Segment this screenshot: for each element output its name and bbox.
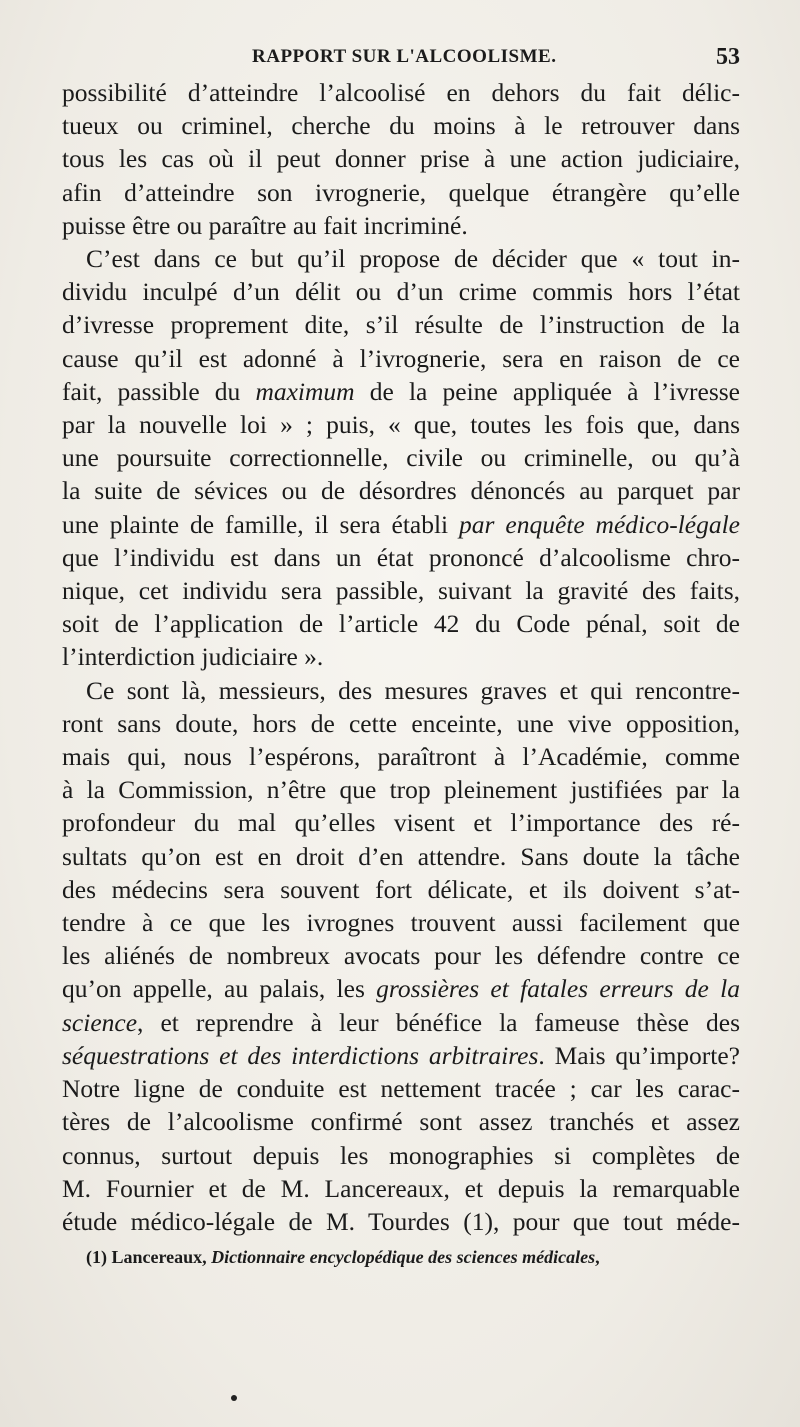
- text-line: C’est dans ce but qu’il propose de décider que « tout in-: [86, 244, 740, 274]
- running-title: RAPPORT SUR L'ALCOOLISME.: [252, 46, 557, 67]
- page-number: 53: [716, 44, 740, 70]
- text-line: cause qu’il est adonné à l’ivrognerie, sera en raison de ce: [62, 343, 740, 373]
- text-line: puisse être ou paraître au fait incriminé.: [62, 210, 468, 240]
- text-line: à la Commission, n’être que trop pleinement justifiées par la: [62, 775, 740, 805]
- text-line: une plainte de famille, il sera établi par enquête médico-légale: [62, 509, 740, 539]
- text-line: profondeur du mal qu’elles visent et l’importance des ré-: [62, 808, 740, 838]
- text-line: tères de l’alcoolisme confirmé sont assez tranchés et assez: [62, 1107, 740, 1137]
- text-line: tendre à ce que les ivrognes trouvent aussi facilement que: [62, 908, 740, 938]
- italic-text: maximum: [255, 376, 355, 406]
- text-line: que l’individu est dans un état prononcé d’alcoolisme chro-: [62, 542, 740, 572]
- text-line: séquestrations et des interdictions arbitraires. Mais qu’importe?: [62, 1040, 740, 1070]
- text-line: M. Fournier et de M. Lancereaux, et depuis la remarquable: [62, 1173, 740, 1203]
- text-line: étude médico-légale de M. Tourdes (1), pour que tout méde-: [62, 1206, 740, 1236]
- italic-text: science: [62, 1007, 138, 1037]
- italic-text: par enquête médico-légale: [459, 509, 740, 539]
- footnote: (1) Lancereaux, Dictionnaire encyclopédique des sciences médicales,: [86, 1247, 600, 1267]
- text-line: sultats qu’on est en droit d’en attendre. Sans doute la tâche: [62, 841, 740, 871]
- text-line: fait, passible du maximum de la peine appliquée à l’ivresse: [62, 376, 740, 406]
- text-line: tous les cas où il peut donner prise à une action judiciaire,: [62, 144, 740, 174]
- text-line: une poursuite correctionnelle, civile ou criminelle, ou qu’à: [62, 443, 740, 473]
- text-line: nique, cet individu sera passible, suivant la gravité des faits,: [62, 576, 740, 606]
- text-line: Ce sont là, messieurs, des mesures graves et qui rencontre-: [86, 675, 740, 705]
- ink-speck: [231, 1395, 237, 1401]
- text-line: possibilité d’atteindre l’alcoolisé en dehors du fait délic-: [62, 78, 740, 107]
- text-line: par la nouvelle loi » ; puis, « que, toutes les fois que, dans: [62, 410, 740, 440]
- italic-text: grossières et fatales erreurs de la: [376, 974, 740, 1004]
- text-line: connus, surtout depuis les monographies si complètes de: [62, 1140, 740, 1170]
- text-line: science, et reprendre à leur bénéfice la fameuse thèse des: [62, 1007, 740, 1037]
- text-line: Notre ligne de conduite est nettement tracée ; car les carac-: [62, 1074, 740, 1104]
- text-line: qu’on appelle, au palais, les grossières et fatales erreurs de la: [62, 974, 740, 1004]
- text-line: la suite de sévices ou de désordres dénoncés au parquet par: [62, 476, 740, 506]
- text-line: des médecins sera souvent fort délicate, et ils doivent s’at-: [62, 874, 740, 904]
- text-line: les aliénés de nombreux avocats pour les défendre contre ce: [62, 941, 740, 971]
- text-line: l’interdiction judiciaire ».: [62, 642, 324, 672]
- body-text: [62, 76, 740, 1238]
- text-line: mais qui, nous l’espérons, paraîtront à l’Académie, comme: [62, 742, 740, 772]
- text-line: dividu inculpé d’un délit ou d’un crime commis hors l’état: [62, 277, 740, 307]
- text-line: afin d’atteindre son ivrognerie, quelque étrangère qu’elle: [62, 177, 740, 207]
- text-line: tueux ou criminel, cherche du moins à le retrouver dans: [62, 111, 740, 141]
- text-line: soit de l’application de l’article 42 du Code pénal, soit de: [62, 609, 740, 639]
- text-line: d’ivresse proprement dite, s’il résulte de l’instruction de la: [62, 310, 740, 340]
- page-header: [62, 44, 742, 76]
- italic-text: séquestrations et des interdictions arbitraires: [62, 1040, 539, 1070]
- footnote-italic-title: Dictionnaire encyclopédique des sciences médicales: [211, 1247, 596, 1267]
- text-line: ront sans doute, hors de cette enceinte, une vive opposition,: [62, 708, 740, 738]
